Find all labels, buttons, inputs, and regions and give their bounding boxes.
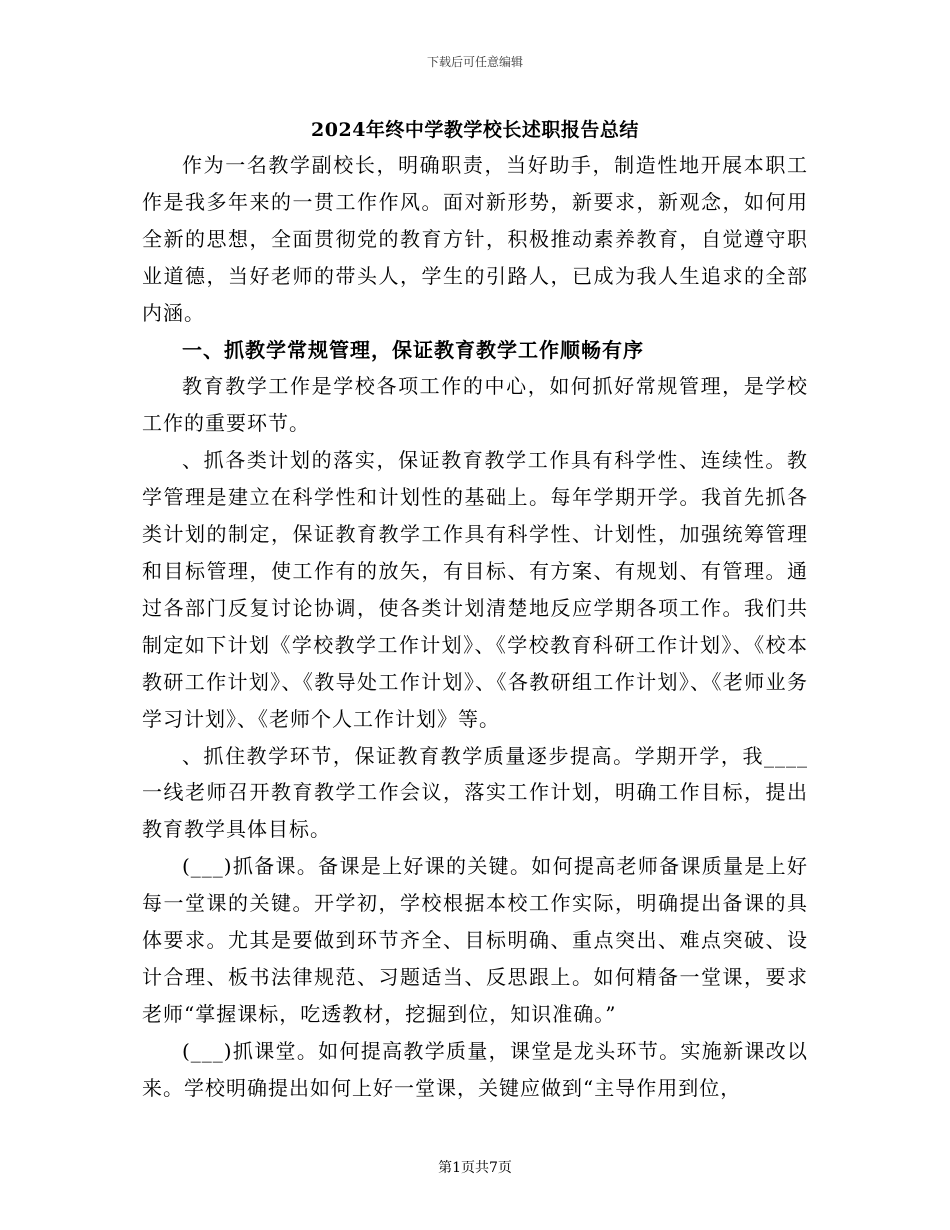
paragraph: (___)抓课堂。如何提高教学质量，课堂是龙头环节。实施新课改以来。学校明确提出如何上好一堂课，关键应做到“主导作用到位， xyxy=(142,1038,808,1100)
paragraph: 、抓各类计划的落实，保证教育教学工作具有科学性、连续性。教学管理是建立在科学性和计划性的基础上。每年学期开学。我首先抓各类计划的制定，保证教育教学工作具有科学性、计划性，加强统筹管理和目标管理，使工作有的放矢，有目标、有方案、有规划、有管理。通过各部门反复讨论协调，使各类计划清楚地反应学期各项工作。我们共制定如下计划《学校教学工作计划》、《学校教育科研工作计划》、《校本教研工作计划》、《教导处工作计划》、《各教研组工作计划》、《老师业务学习计划》、《老师个人工作计划》等。 xyxy=(142,448,808,731)
paragraph-intro: 作为一名教学副校长，明确职责，当好助手，制造性地开展本职工作是我多年来的一贯工作作风。面对新形势，新要求，新观念，如何用全新的思想，全面贯彻党的教育方针，积极推动素养教育，自觉遵守职业道德，当好老师的带头人，学生的引路人，已成为我人生追求的全部内涵。 xyxy=(142,153,808,325)
page-number: 第1页共7页 xyxy=(438,1160,512,1176)
document-title: 2024年终中学教学校长述职报告总结 xyxy=(311,119,639,141)
paragraph: 、抓住教学环节，保证教育教学质量逐步提高。学期开学，我____一线老师召开教育教学工作会议，落实工作计划，明确工作目标，提出教育教学具体目标。 xyxy=(142,743,808,842)
section-heading: 一、抓教学常规管理，保证教育教学工作顺畅有序 xyxy=(182,337,644,362)
paragraph: 教育教学工作是学校各项工作的中心，如何抓好常规管理，是学校工作的重要环节。 xyxy=(142,374,808,436)
header-note: 下载后可任意编辑 xyxy=(426,55,523,69)
paragraph: (___)抓备课。备课是上好课的关键。如何提高老师备课质量是上好每一堂课的关键。开学初，学校根据本校工作实际，明确提出备课的具体要求。尤其是要做到环节齐全、目标明确、重点突出、难点突破、设计合理、板书法律规范、习题适当、反思跟上。如何精备一堂课，要求老师“掌握课标，吃透教材，挖掘到位，知识准确。” xyxy=(142,854,808,1026)
document-body xyxy=(142,147,808,1107)
